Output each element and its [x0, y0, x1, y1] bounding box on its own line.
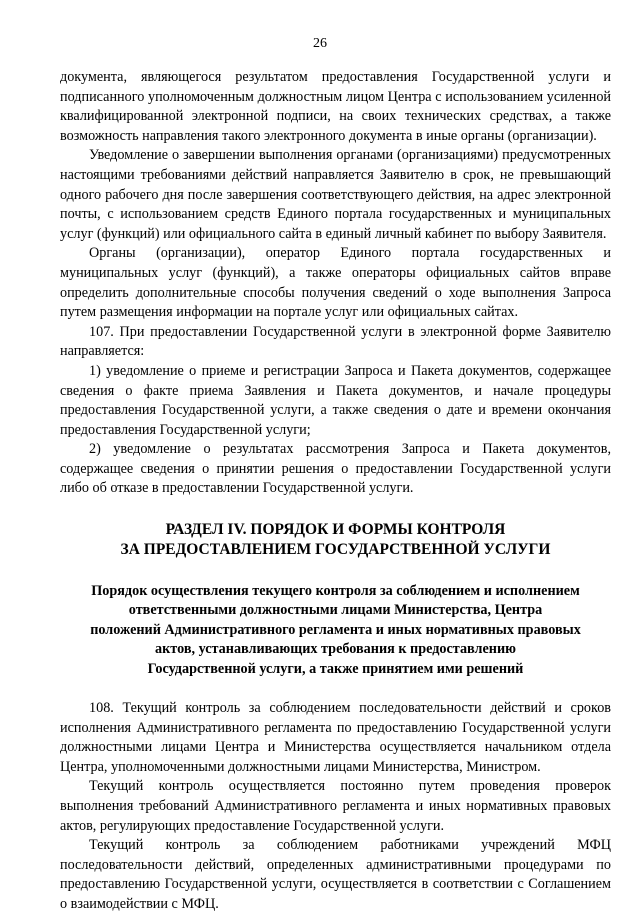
- sub-heading-line: положений Административного регламента и иных нормативных правовых: [90, 621, 581, 638]
- sub-heading: [60, 582, 611, 679]
- sub-heading-line: актов, устанавливающих требования к предоставлению: [155, 641, 516, 658]
- section-heading-line: ЗА ПРЕДОСТАВЛЕНИЕМ ГОСУДАРСТВЕННОЙ УСЛУГИ: [120, 540, 551, 558]
- paragraph-mfc-control: Текущий контроль за соблюдением работниками учреждений МФЦ последовательности действий, определенных административными процедурами по предоставлению Государственной услуги, осуществляется в соответствии с Соглашением о взаимодействии с МФЦ.: [60, 837, 611, 913]
- paragraph-organizations: Органы (организации), оператор Единого портала государственных и муниципальных услуг (функций), а также операторы официальных сайтов вправе определить дополнительные способы получения сведений о ходе выполнения Запроса путем размещения информации на портале услуг или официальных сайтах.: [60, 245, 611, 321]
- sub-heading-line: Государственной услуги, а также принятием ими решений: [147, 660, 524, 677]
- paragraph-continuation: документа, являющегося результатом предоставления Государственной услуги и подписанного уполномоченным должностным лицом Центра с использованием усиленной квалифицированной электронной подписи, на своих технических средствах, а также возможность направления такого электронного документа в иные органы (организации).: [60, 69, 611, 144]
- paragraph-notification: Уведомление о завершении выполнения органами (организациями) предусмотренных настоящими требованиями действий направляется Заявителю в срок, не превышающий одного рабочего дня после завершения соответствующего действия, на адрес электронной почты, с использованием средств Единого портала государственных и муниципальных услуг (функций) или официального сайта в единый личный кабинет по выбору Заявителя.: [60, 147, 611, 242]
- document-body: [60, 68, 611, 915]
- paragraph-107: 107. При предоставлении Государственной услуги в электронной форме Заявителю направляется:: [60, 323, 611, 360]
- paragraph-list-item-2: 2) уведомление о результатах рассмотрения Запроса и Пакета документов, содержащее сведения о принятии решения о предоставлении Государственной услуги либо об отказе в предоставлении Государственной услуги.: [60, 441, 611, 497]
- section-heading-line: РАЗДЕЛ IV. ПОРЯДОК И ФОРМЫ КОНТРОЛЯ: [165, 521, 506, 539]
- sub-heading-line: Порядок осуществления текущего контроля за соблюдением и исполнением: [91, 583, 580, 600]
- paragraph-list-item-1: 1) уведомление о приеме и регистрации Запроса и Пакета документов, содержащее сведения о факте приема Заявления и Пакета документов, и начале процедуры предоставления Государственной услуги, а также сведения о дате и времени окончания предоставления Государственной услуги;: [60, 362, 611, 438]
- section-heading: [60, 520, 611, 559]
- paragraph-control: Текущий контроль осуществляется постоянно путем проведения проверок выполнения требований Административного регламента и иных нормативных правовых актов, регулирующих предоставление Государственной услуги.: [60, 778, 611, 834]
- paragraph-108: 108. Текущий контроль за соблюдением последовательности действий и сроков исполнения Административного регламента по предоставлению Государственной услуги должностными лицами Центра и Министерства осуществляется начальником отдела Центра, уполномоченными должностными лицами Министерства, Министром.: [60, 700, 611, 775]
- page-number: 26: [313, 36, 327, 51]
- sub-heading-line: ответственными должностными лицами Министерства, Центра: [128, 602, 543, 619]
